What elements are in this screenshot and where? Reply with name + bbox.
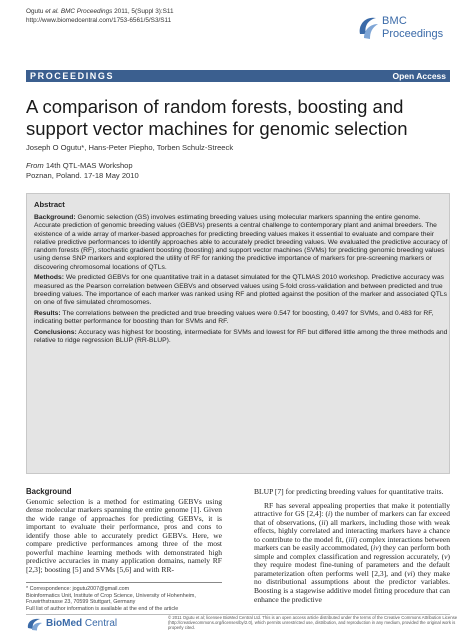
abstract-results	[34, 310, 448, 327]
article-title: A comparison of random forests, boosting and support vector machines for genomic selection	[26, 96, 408, 139]
biomed-central-swirl-icon	[26, 617, 44, 631]
right-paragraph-1: BLUP [7] for predicting breeding values for quantitative traits.	[254, 487, 444, 496]
abstract-body	[34, 214, 448, 348]
citation-suffix: 2011, 5(Suppl 3):S11	[112, 8, 174, 15]
bmc-proceedings-logo	[356, 12, 456, 48]
logo-line-2: Proceedings	[382, 28, 444, 40]
abstract-background	[34, 214, 448, 272]
open-access-badge: Open Access	[392, 71, 446, 81]
background-text: Genomic selection (GS) involves estimating breeding values using molecular markers spanning the entire genome. Accurate prediction of genomic breeding values (GEBVs) presents a central challenge to contemporary plant and animal breeders. The existence of a wide array of marker-based approaches for predicting breeding values makes it essential to evaluate and compare their relative predictive performances to identify approaches able to accurately predict breeding values. We evaluated the predictive accuracy of random forests (RF), stochastic gradient boosting (boosting) and support vector machines (SVMs) for predicting genomic breeding values using dense SNP markers and explored the utility of RF for ranking the predictive importance of markers for pre-screening markers or discovering chromosomal locations of QTLs.	[34, 214, 448, 271]
workshop-location: Poznan, Poland. 17-18 May 2010	[26, 171, 139, 180]
right-paragraph-2: RF has several appealing properties that make it potentially attractive for GS [2,4]: (i) the number of markers can far exceed that of observations, (ii) all markers, including those with weak effects, highly correlated and interacting markers have a chance to contribute to the model fit, (iii) complex interactions between markers can be easily accommodated, (iv) they can perform both simple and complex classification and regression accurately, (v) they require modest fine-tuning of parameters and the default parameterization often performs well [2,3], and (vi) they make no distributional assumptions about the predictor variables. Boosting is a stagewise additive model fitting procedure that can enhance the predictive	[254, 500, 451, 604]
section-heading-background: Background	[26, 487, 72, 496]
bmc-swirl-icon	[356, 12, 380, 42]
article-url[interactable]: http://www.biomedcentral.com/1753-6561/5/S3/S11	[26, 17, 172, 24]
workshop-line	[26, 161, 139, 171]
abstract-conclusions	[34, 329, 448, 346]
citation-prefix: Ogutu	[26, 8, 46, 15]
conclusions-text: Accuracy was highest for boosting, intermediate for SVMs and lowest for RF but differed little among the three methods and relative to ridge regression BLUP (RR-BLUP).	[34, 328, 448, 344]
citation-line	[26, 7, 174, 16]
body-left-column	[26, 488, 222, 574]
correspondence-footnote	[26, 582, 222, 612]
affiliation-line-2: Fruwirthstrasse 23, 70599 Stuttgart, Germany	[26, 599, 136, 606]
methods-text: We predicted GEBVs for one quantitative trait in a dataset simulated for the QTLMAS 2010 workshop. Predictive accuracy was measured as the Pearson correlation between GEBVs and observed values using 5-fold cross-validation and between predicted and true breeding values. The importance of each marker was ranked using RF and plotted against the position of the marker and associated QTLs on one of five simulated chromosomes.	[34, 274, 447, 306]
logo-line-1: BMC	[382, 15, 408, 27]
affiliation-line-1: Bioinformatics Unit, Institute of Crop Science, University of Hohenheim,	[26, 592, 196, 599]
abstract-methods	[34, 274, 448, 307]
background-paragraph: Genomic selection is a method for estimating GEBVs using dense molecular markers spanning the entire genome [1]. Given the wide range of approaches for predicting GEBVs, it is important to evaluate their performance, pros and cons to identify those able to accurately predict GEBVs. Here, we compare predictive performances among three of the most powerful machine learning methods with demonstrated high predictive accuracies in many application domains, namely RF [2,3]; boosting [5] and SVMs [5,6] and with RR-	[26, 496, 222, 574]
background-label: Background:	[34, 214, 76, 221]
methods-label: Methods:	[34, 274, 64, 282]
body-right-column	[254, 488, 450, 604]
license-notice: © 2011 Ogutu et al; licensee BioMed Central Ltd. This is an open access article distributed under the terms of the Creative Commons Attribution License (http://creativecommons.org/licenses/by/2.0), which permits unrestricted use, distribution, and reproduction in any medium, provided the original work is properly cited.	[168, 615, 458, 630]
proceedings-banner	[26, 70, 450, 82]
banner-section-label: PROCEEDINGS	[30, 71, 115, 81]
from-label: From	[26, 161, 46, 170]
workshop-info	[26, 161, 139, 181]
correspondence-email: * Correspondence: jogutu2007@gmail.com	[26, 586, 130, 592]
biomed-central-logo	[26, 617, 136, 631]
biomed-central-wordmark: BioMed Central	[46, 618, 118, 629]
abstract-box	[26, 193, 450, 474]
citation-header	[26, 7, 174, 25]
results-label: Results:	[34, 309, 61, 317]
article-authors: Joseph O Ogutu*, Hans-Peter Piepho, Torben Schulz-Streeck	[26, 143, 234, 152]
workshop-name: 14th QTL-MAS Workshop	[45, 161, 133, 170]
abstract-heading: Abstract	[34, 200, 65, 209]
results-text: The correlations between the predicted and true breeding values were 0.547 for boosting, 0.497 for SVMs, and 0.483 for RF, indicating better performance for boosting than for SVMs and RF.	[34, 309, 434, 325]
author-info-note: Full list of author information is available at the end of the article	[26, 605, 179, 612]
conclusions-label: Conclusions:	[34, 328, 77, 336]
citation-journal: et al. BMC Proceedings	[45, 8, 113, 15]
